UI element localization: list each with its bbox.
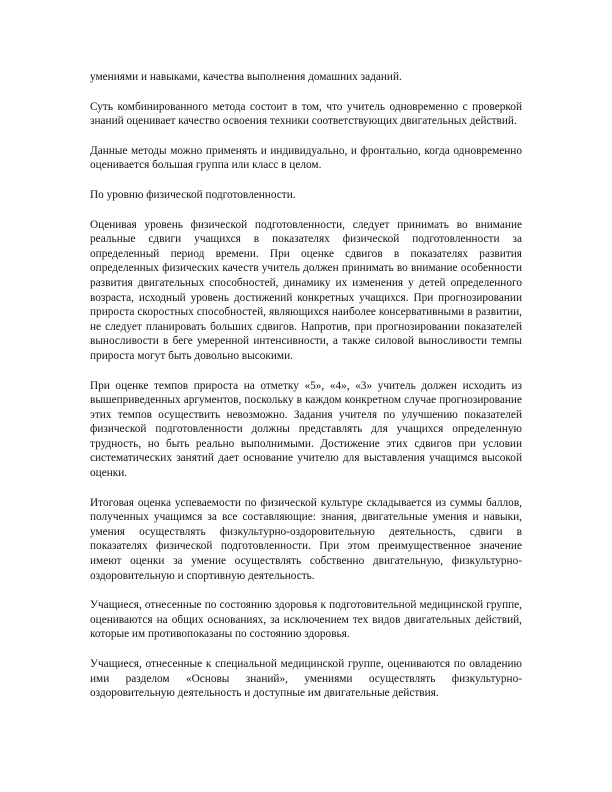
- paragraph-special-group: Учащиеся, отнесенные к специальной медицинской группе, оцениваются по овладению ими разделом «Основы знаний», умениями осуществлять физкультурно-оздоровительную деятельность и доступные им двигательные действия.: [90, 658, 522, 700]
- paragraph-combined-method: Суть комбинированного метода состоит в том, что учитель одновременно с проверкой знаний оценивает качество освоения техники соответствующих двигательных действий.: [90, 100, 522, 128]
- paragraph-physical-fitness-heading: По уровню физической подготовленности.: [90, 188, 296, 201]
- paragraph-growth-rates: При оценке темпов прироста на отметку «5», «4», «3» учитель должен исходить из вышеприведенных аргументов, поскольку в каждом конкретном случае прогнозирование этих темпов осуществить невозможно. Задания учителя по улучшению показателей физической подготовленности должны представлять для учащихся определенную трудность, но быть реально выполнимыми. Достижение этих сдвигов при условии систематических занятий дает основание учителю для выставления учащимся высокой оценки.: [90, 379, 522, 480]
- paragraph-preparatory-group: Учащиеся, отнесенные по состоянию здоровья к подготовительной медицинской группе, оцениваются на общих основаниях, за исключением тех видов двигательных действий, которые им противопоказаны по состоянию здоровья.: [90, 599, 522, 641]
- paragraph-fitness-assessment: Оценивая уровень физической подготовленности, следует принимать во внимание реальные сдвиги учащихся в показателях физической подготовленности за определенный период времени. При оценке сдвигов в показателях развития определенных физических качеств учитель должен принимать во внимание особенности развития двигательных способностей, динамику их изменения у детей определенного возраста, исходный уровень достижений конкретных учащихся. При прогнозировании прироста скоростных способностей, являющихся наиболее консервативными в развитии, не следует планировать больших сдвигов. Напротив, при прогнозировании показателей выносливости в беге умеренной интенсивности, а также силовой выносливости темпы прироста могут быть довольно высокими.: [90, 218, 522, 362]
- paragraph-individual-frontal: Данные методы можно применять и индивидуально, и фронтально, когда одновременно оценивается большая группа или класс в целом.: [90, 144, 522, 172]
- document-body: [90, 70, 522, 716]
- paragraph-final-grade: Итоговая оценка успеваемости по физической культуре складывается из суммы баллов, полученных учащимся за все составляющие: знания, двигательные умения и навыки, умения осуществлять физкультурно-оздоровительную деятельность, сдвиги в показателях физической подготовленности. При этом преимущественное значение имеют оценки за умение осуществлять собственно двигательную, физкультурно-оздоровительную и спортивную деятельность.: [90, 496, 522, 582]
- paragraph-homework-quality: умениями и навыками, качества выполнения домашних заданий.: [90, 71, 402, 83]
